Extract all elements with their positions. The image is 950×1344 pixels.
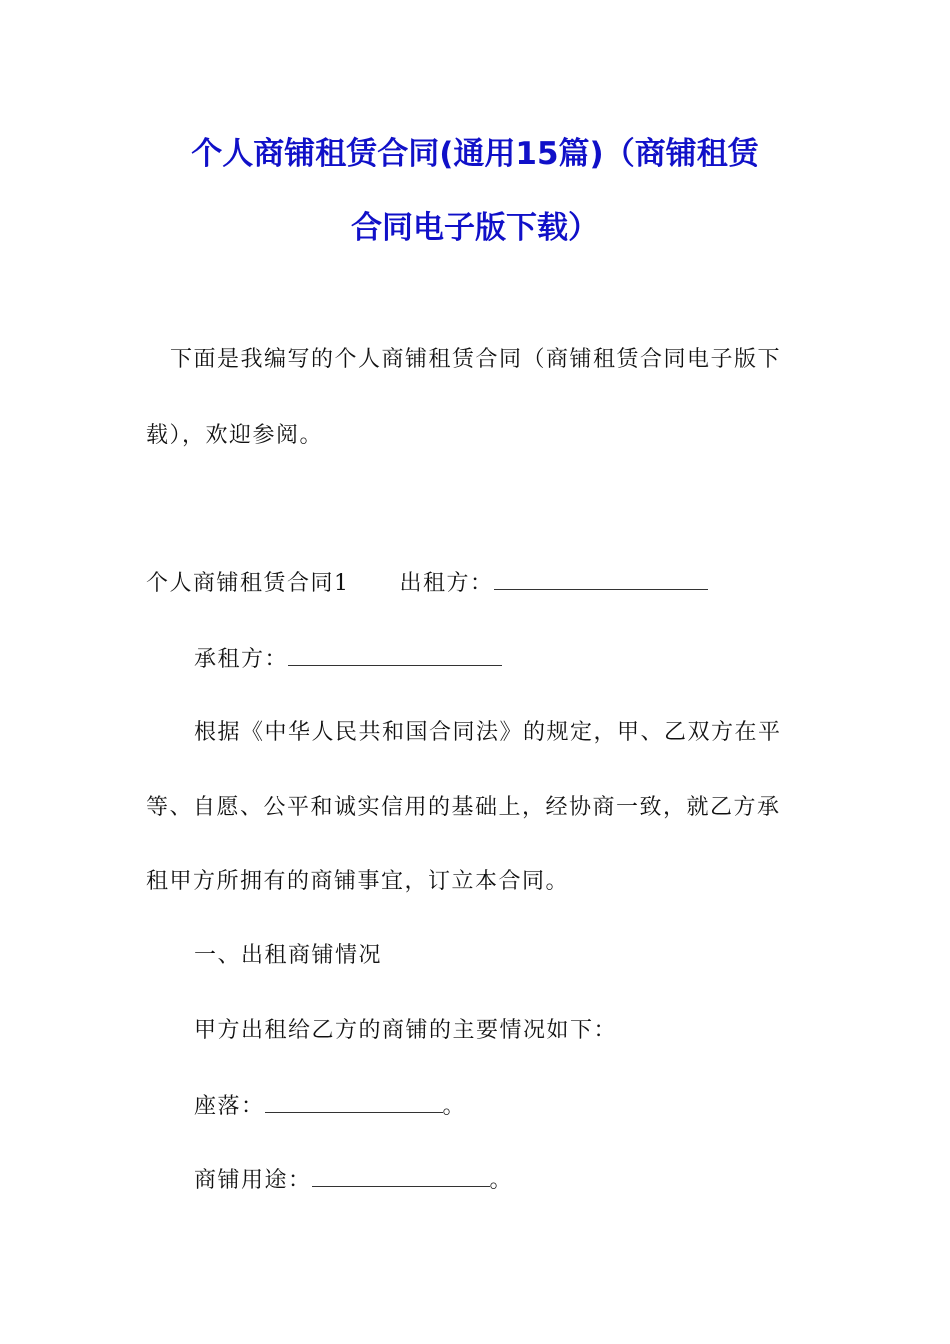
lessee-blank [288, 645, 502, 666]
lessee-row [194, 645, 502, 675]
contract-heading: 个人商铺租赁合同1 [146, 571, 350, 596]
location-row [194, 1092, 466, 1122]
intro-line-2: 载），欢迎参阅。 [146, 423, 324, 448]
section-1-intro: 甲方出租给乙方的商铺的主要情况如下： [194, 1018, 618, 1043]
contract-header-row [146, 569, 708, 599]
document-title-line-2: 合同电子版下载） [351, 210, 599, 246]
usage-row [194, 1166, 513, 1196]
basis-line-1: 根据《中华人民共和国合同法》的规定，甲、乙双方在平 [194, 720, 782, 745]
location-period: 。 [442, 1094, 467, 1119]
lessor-blank [494, 569, 708, 590]
location-label: 座落： [194, 1094, 265, 1119]
document-title-line-1: 个人商铺租赁合同(通用15篇)（商铺租赁 [191, 136, 759, 172]
basis-line-3: 租甲方所拥有的商铺事宜，订立本合同。 [146, 869, 570, 894]
usage-period: 。 [489, 1168, 514, 1193]
usage-blank [312, 1166, 490, 1187]
basis-line-2: 等、自愿、公平和诚实信用的基础上，经协商一致，就乙方承 [146, 795, 781, 820]
intro-line-1: 下面是我编写的个人商铺租赁合同（商铺租赁合同电子版下 [170, 347, 782, 372]
location-blank [265, 1092, 443, 1113]
section-1-title: 一、出租商铺情况 [194, 943, 383, 968]
lessee-label: 承租方： [194, 647, 289, 672]
usage-label: 商铺用途： [194, 1168, 312, 1193]
lessor-label: 出租方： [399, 571, 494, 596]
